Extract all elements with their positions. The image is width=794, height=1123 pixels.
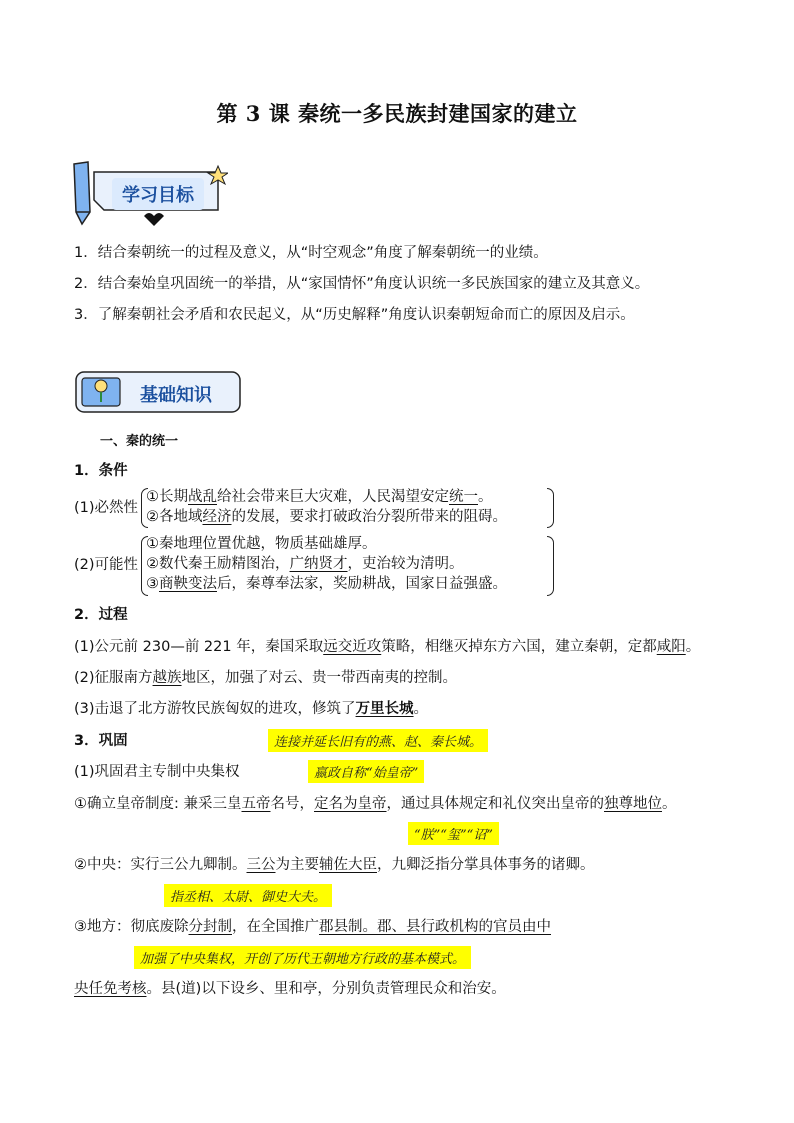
subsection-heading: 1．条件 bbox=[74, 463, 128, 479]
subsection-heading: 2．过程 bbox=[74, 607, 128, 623]
subsection-heading: 3．巩固 bbox=[74, 733, 128, 749]
annotation-imperial-terms: “朕”“玺”“诏” bbox=[408, 822, 499, 845]
local-system-cont: 央任免考核。县(道)以下设乡、里和亭，分别负责管理民众和治安。 bbox=[74, 981, 506, 997]
possibility-label: (2)可能性 bbox=[74, 557, 139, 573]
process-item-3: (3)击退了北方游牧民族匈奴的进攻，修筑了万里长城。 bbox=[74, 701, 429, 717]
annotation-three-dukes: 指丞相、太尉、御史大夫。 bbox=[164, 884, 332, 907]
objectives-header bbox=[68, 160, 228, 230]
necessity-item-1: ①长期战乱给社会带来巨大灾难，人民渴望安定统一。 bbox=[146, 489, 493, 505]
process-item-1: (1)公元前 230—前 221 年，秦国采取远交近攻策略，相继灭掉东方六国，建立秦朝，定都咸阳。 bbox=[74, 639, 701, 655]
process-item-2: (2)征服南方越族地区，加强了对云、贵一带西南夷的控制。 bbox=[74, 670, 458, 686]
section-heading: 一、秦的统一 bbox=[100, 434, 179, 449]
knowledge-badge: 基础知识 bbox=[140, 385, 212, 406]
objective-item: 2．结合秦始皇巩固统一的举措，从“家国情怀”角度认识统一多民族国家的建立及其意义。 bbox=[74, 276, 650, 292]
consolidation-sub-1: (1)巩固君主专制中央集权 bbox=[74, 764, 240, 780]
possibility-item-2: ②数代秦王励精图治，广纳贤才，吏治较为清明。 bbox=[146, 556, 464, 572]
central-system: ②中央：实行三公九卿制。三公为主要辅佐大臣，九卿泛指分掌具体事务的诸卿。 bbox=[74, 857, 595, 873]
objectives-badge: 学习目标 bbox=[112, 178, 204, 210]
local-system: ③地方：彻底废除分封制，在全国推广郡县制。郡、县行政机构的官员由中 bbox=[74, 919, 551, 935]
possibility-item-1: ①秦地理位置优越，物质基础雄厚。 bbox=[146, 536, 377, 552]
knowledge-header bbox=[74, 370, 244, 416]
page-title: 第 3 课 秦统一多民族封建国家的建立 bbox=[216, 101, 578, 126]
right-brace bbox=[547, 536, 554, 596]
emperor-system: ①确立皇帝制度: 兼采三皇五帝名号，定名为皇帝，通过具体规定和礼仪突出皇帝的独尊地位。 bbox=[74, 796, 677, 812]
right-brace bbox=[547, 488, 554, 528]
annotation-great-wall: 连接并延长旧有的燕、赵、秦长城。 bbox=[268, 729, 488, 752]
necessity-item-2: ②各地域经济的发展，要求打破政治分裂所带来的阻碍。 bbox=[146, 509, 507, 525]
possibility-item-3: ③商鞅变法后，秦尊奉法家，奖励耕战，国家日益强盛。 bbox=[146, 576, 507, 592]
annotation-emperor: 嬴政自称“始皇帝” bbox=[308, 760, 424, 783]
objective-item: 1．结合秦朝统一的过程及意义，从“时空观念”角度了解秦朝统一的业绩。 bbox=[74, 245, 548, 261]
annotation-local-admin: 加强了中央集权，开创了历代王朝地方行政的基本模式。 bbox=[134, 946, 471, 969]
objective-item: 3．了解秦朝社会矛盾和农民起义，从“历史解释”角度认识秦朝短命而亡的原因及启示。 bbox=[74, 307, 635, 323]
necessity-label: (1)必然性 bbox=[74, 500, 139, 516]
